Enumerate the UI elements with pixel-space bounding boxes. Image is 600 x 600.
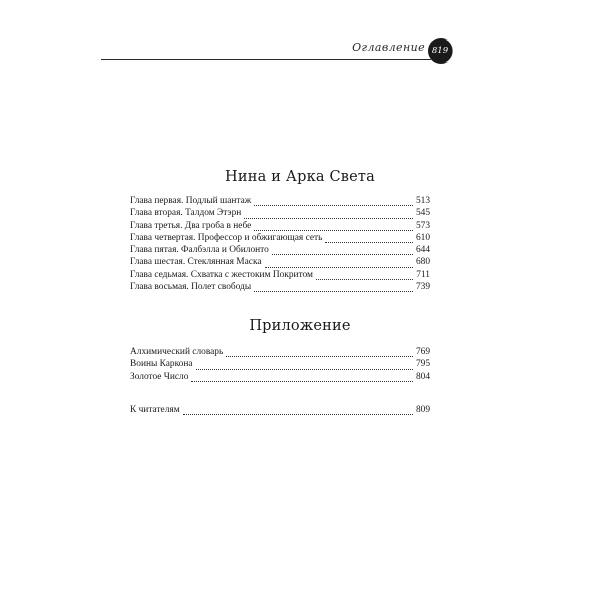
toc-entry[interactable] xyxy=(130,233,430,245)
toc-entry[interactable] xyxy=(130,245,430,257)
toc-entry-page: 769 xyxy=(415,347,430,357)
section-title-nina: Нина и Арка Света xyxy=(225,169,375,185)
toc-list-nina xyxy=(130,196,430,294)
toc-entry-page: 739 xyxy=(415,282,430,293)
toc-entry[interactable] xyxy=(130,196,430,208)
toc-entry[interactable] xyxy=(130,221,430,233)
toc-list-appendix xyxy=(130,347,430,384)
toc-entry[interactable] xyxy=(130,405,430,417)
running-header-title: Оглавление xyxy=(352,41,425,54)
toc-entry-label: Глава третья. Два гроба в небе xyxy=(130,220,252,231)
dot-leader xyxy=(254,291,413,292)
toc-entry-label: Глава шестая. Стеклянная Маска xyxy=(130,257,262,268)
toc-entry-page: 795 xyxy=(415,359,430,370)
dot-leader xyxy=(183,414,413,415)
toc-entry-page: 804 xyxy=(415,371,430,382)
toc-entry-page: 573 xyxy=(415,220,430,231)
dot-leader xyxy=(191,381,413,382)
page-number: 819 xyxy=(431,46,449,56)
toc-entry-page: 610 xyxy=(415,232,430,243)
toc-entry-label: Глава вторая. Талдом Этэрн xyxy=(130,208,242,219)
dot-leader xyxy=(316,279,413,280)
toc-entry-label: Алхимический словарь xyxy=(130,347,224,357)
toc-entry-label: К читателям xyxy=(130,405,180,415)
dot-leader xyxy=(272,254,413,255)
dot-leader xyxy=(196,369,413,370)
toc-entry[interactable] xyxy=(130,208,430,220)
toc-entry-page: 680 xyxy=(415,257,430,268)
page-number-badge xyxy=(427,37,455,65)
toc-entry[interactable] xyxy=(130,359,430,371)
toc-entry[interactable] xyxy=(130,347,430,359)
toc-entry-page: 513 xyxy=(415,196,430,206)
dot-leader xyxy=(254,205,413,206)
toc-entry[interactable] xyxy=(130,282,430,294)
toc-entry[interactable] xyxy=(130,270,430,282)
toc-entry-label: Глава седьмая. Схватка с жестоким Покритом xyxy=(130,269,313,280)
toc-entry-label: Золотое Число xyxy=(130,371,189,382)
toc-entry[interactable] xyxy=(130,257,430,269)
section-title-appendix: Приложение xyxy=(249,318,351,334)
toc-entry-label: Глава восьмая. Полет свободы xyxy=(130,282,252,293)
dot-leader xyxy=(265,267,413,268)
toc-list-readers xyxy=(130,405,430,417)
toc-entry-label: Глава первая. Подлый шантаж xyxy=(130,196,252,206)
toc-entry-label: Глава пятая. Фалбэлла и Обилонто xyxy=(130,245,269,256)
toc-entry-page: 711 xyxy=(416,269,430,280)
dot-leader xyxy=(325,242,413,243)
toc-entry-label: Воины Каркона xyxy=(130,359,193,370)
toc-entry-page: 644 xyxy=(415,245,430,256)
toc-entry-label: Глава четвертая. Профессор и обжигающая сеть xyxy=(130,232,323,243)
dot-leader xyxy=(244,218,413,219)
toc-entry[interactable] xyxy=(130,372,430,384)
toc-entry-page: 545 xyxy=(415,208,430,219)
dot-leader xyxy=(226,356,413,357)
toc-entry-page: 809 xyxy=(415,405,430,415)
dot-leader xyxy=(254,230,413,231)
header-rule xyxy=(101,59,431,60)
